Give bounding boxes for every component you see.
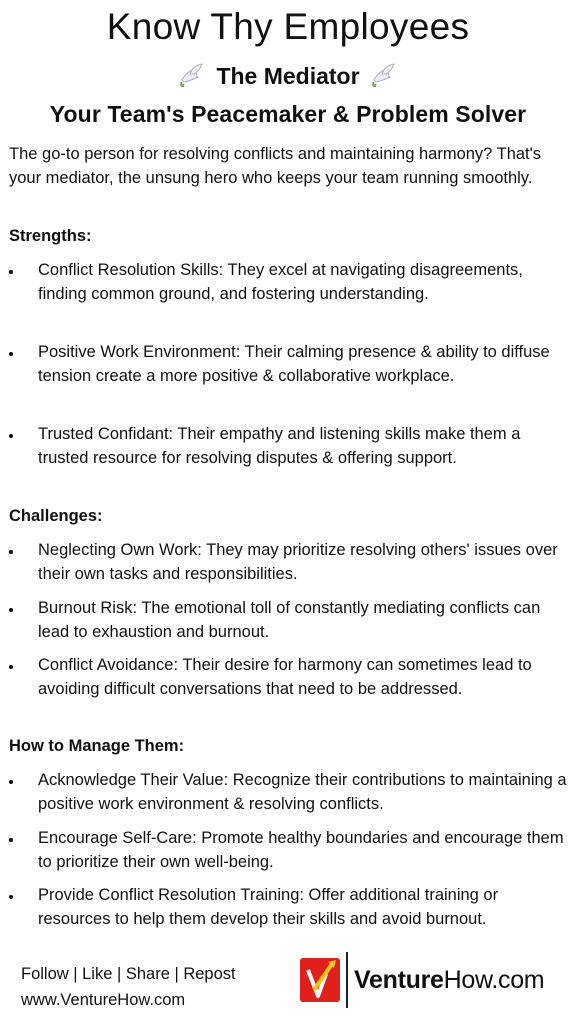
- subtitle: The Mediator: [216, 62, 360, 89]
- logo-divider: [346, 952, 348, 1008]
- dove-icon: [370, 62, 398, 90]
- logo-bold: Venture: [354, 965, 444, 994]
- venturehow-logo: [300, 952, 544, 1008]
- list-item: Positive Work Environment: Their calming presence & ability to diffuse tension create a more positive & collaborative workplace.: [38, 343, 550, 385]
- dove-icon: [178, 62, 206, 90]
- list-item: Neglecting Own Work: They may prioritize resolving others' issues over their own tasks and responsibilities.: [38, 541, 558, 583]
- list-item: Burnout Risk: The emotional toll of constantly mediating conflicts can lead to exhaustion and burnout.: [38, 599, 541, 641]
- list-item: Conflict Resolution Skills: They excel at navigating disagreements, finding common ground, and fostering understanding.: [38, 261, 523, 303]
- list-item: Provide Conflict Resolution Training: Offer additional training or resources to help them develop their skills and avoid burnout.: [38, 886, 499, 928]
- website-url[interactable]: www.VentureHow.com: [21, 991, 186, 1009]
- bullet-dot: [9, 608, 13, 612]
- bullet-dot: [9, 352, 13, 356]
- bullet-dot: [9, 665, 13, 669]
- social-links: Follow | Like | Share | Repost: [21, 965, 236, 983]
- bullet-dot: [9, 434, 13, 438]
- section-heading-manage: How to Manage Them:: [9, 737, 185, 755]
- section-heading-strengths: Strengths:: [9, 227, 92, 245]
- list-item: Trusted Confidant: Their empathy and listening skills make them a trusted resource for resolving disputes & offering support.: [38, 425, 521, 467]
- intro-paragraph: The go-to person for resolving conflicts and maintaining harmony? That's your mediator, the unsung hero who keeps your team running smoothly.: [9, 145, 542, 187]
- bullet-dot: [9, 780, 13, 784]
- section-heading-challenges: Challenges:: [9, 507, 103, 525]
- logo-wordmark: [354, 966, 544, 995]
- bullet-dot: [9, 895, 13, 899]
- list-item: Conflict Avoidance: Their desire for harmony can sometimes lead to avoiding difficult conversations that need to be addressed.: [38, 656, 532, 698]
- list-item: Encourage Self-Care: Promote healthy boundaries and encourage them to prioritize their own well-being.: [38, 829, 564, 871]
- logo-rest: How.com: [443, 965, 545, 994]
- bullet-dot: [9, 838, 13, 842]
- bullet-dot: [9, 270, 13, 274]
- tagline: Your Team's Peacemaker & Problem Solver: [49, 101, 527, 127]
- bullet-dot: [9, 550, 13, 554]
- list-item: Acknowledge Their Value: Recognize their contributions to maintaining a positive work environment & resolving conflicts.: [38, 771, 567, 813]
- venturehow-logo-icon: [300, 954, 340, 1006]
- subtitle-row: [0, 60, 576, 92]
- page-title: Know Thy Employees: [106, 6, 470, 47]
